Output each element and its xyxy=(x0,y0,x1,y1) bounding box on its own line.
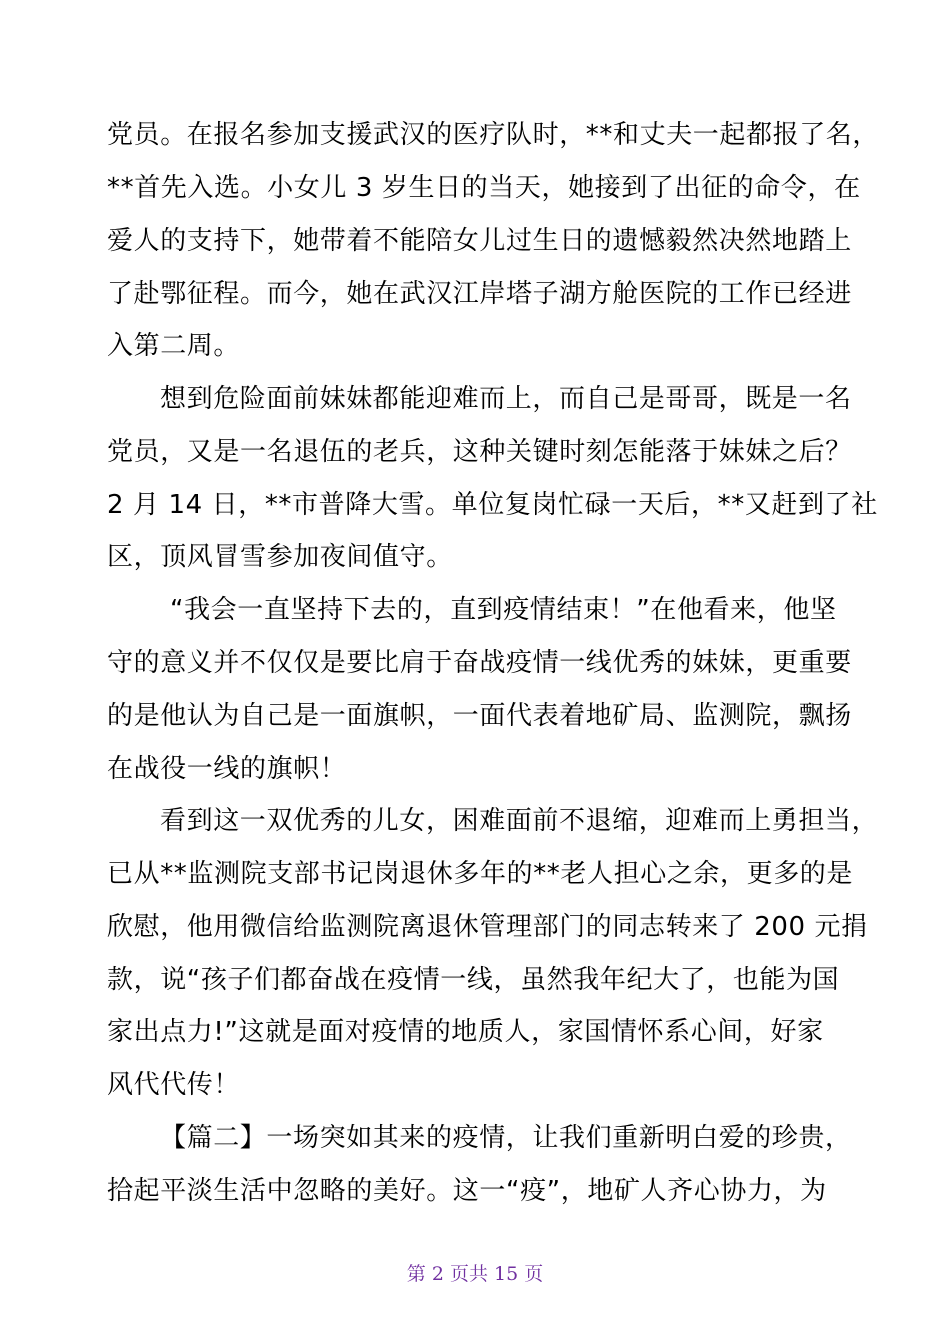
text-line: 区，顶风冒雪参加夜间值守。 xyxy=(107,542,453,572)
text-line: 2 月 14 日，**市普降大雪。单位复岗忙碌一天后，**又赶到了社 xyxy=(107,490,878,520)
text-line: 党员，又是一名退伍的老兵，这种关键时刻怎能落于妹妹之后？ xyxy=(107,437,852,467)
text-line: 【篇二】一场突如其来的疫情，让我们重新明白爱的珍贵， xyxy=(160,1123,852,1153)
text-line: 欣慰，他用微信给监测院离退休管理部门的同志转来了 200 元捐 xyxy=(107,912,868,942)
text-line: 爱人的支持下，她带着不能陪女儿过生日的遗憾毅然决然地踏上 xyxy=(107,226,852,256)
text-line: 已从**监测院支部书记岗退休多年的**老人担心之余，更多的是 xyxy=(107,859,854,889)
page-number-footer: 第 2 页共 15 页 xyxy=(406,1263,544,1285)
text-line: 的是他认为自己是一面旗帜，一面代表着地矿局、监测院，飘扬 xyxy=(107,701,852,731)
text-line: **首先入选。小女儿 3 岁生日的当天，她接到了出征的命令，在 xyxy=(107,173,861,203)
text-line: 款，说“孩子们都奋战在疫情一线，虽然我年纪大了，也能为国 xyxy=(107,965,840,995)
text-line: “我会一直坚持下去的，直到疫情结束！”在他看来，他坚 xyxy=(170,595,837,625)
text-line: 想到危险面前妹妹都能迎难而上，而自己是哥哥，既是一名 xyxy=(160,384,852,414)
text-line: 看到这一双优秀的儿女，困难面前不退缩，迎难而上勇担当， xyxy=(160,806,879,836)
text-line: 家出点力!”这就是面对疫情的地质人，家国情怀系心间，好家 xyxy=(107,1017,824,1047)
text-line: 风代代传！ xyxy=(107,1070,241,1100)
text-line: 了赴鄂征程。而今，她在武汉江岸塔子湖方舱医院的工作已经进 xyxy=(107,279,852,309)
text-line: 守的意义并不仅仅是要比肩于奋战疫情一线优秀的妹妹，更重要 xyxy=(107,648,852,678)
text-line: 入第二周。 xyxy=(107,331,241,361)
text-line: 拾起平淡生活中忽略的美好。这一“疫”，地矿人齐心协力，为 xyxy=(107,1176,827,1206)
text-line: 在战役一线的旗帜！ xyxy=(107,754,347,784)
text-line: 党员。在报名参加支援武汉的医疗队时，**和丈夫一起都报了名， xyxy=(107,120,880,150)
